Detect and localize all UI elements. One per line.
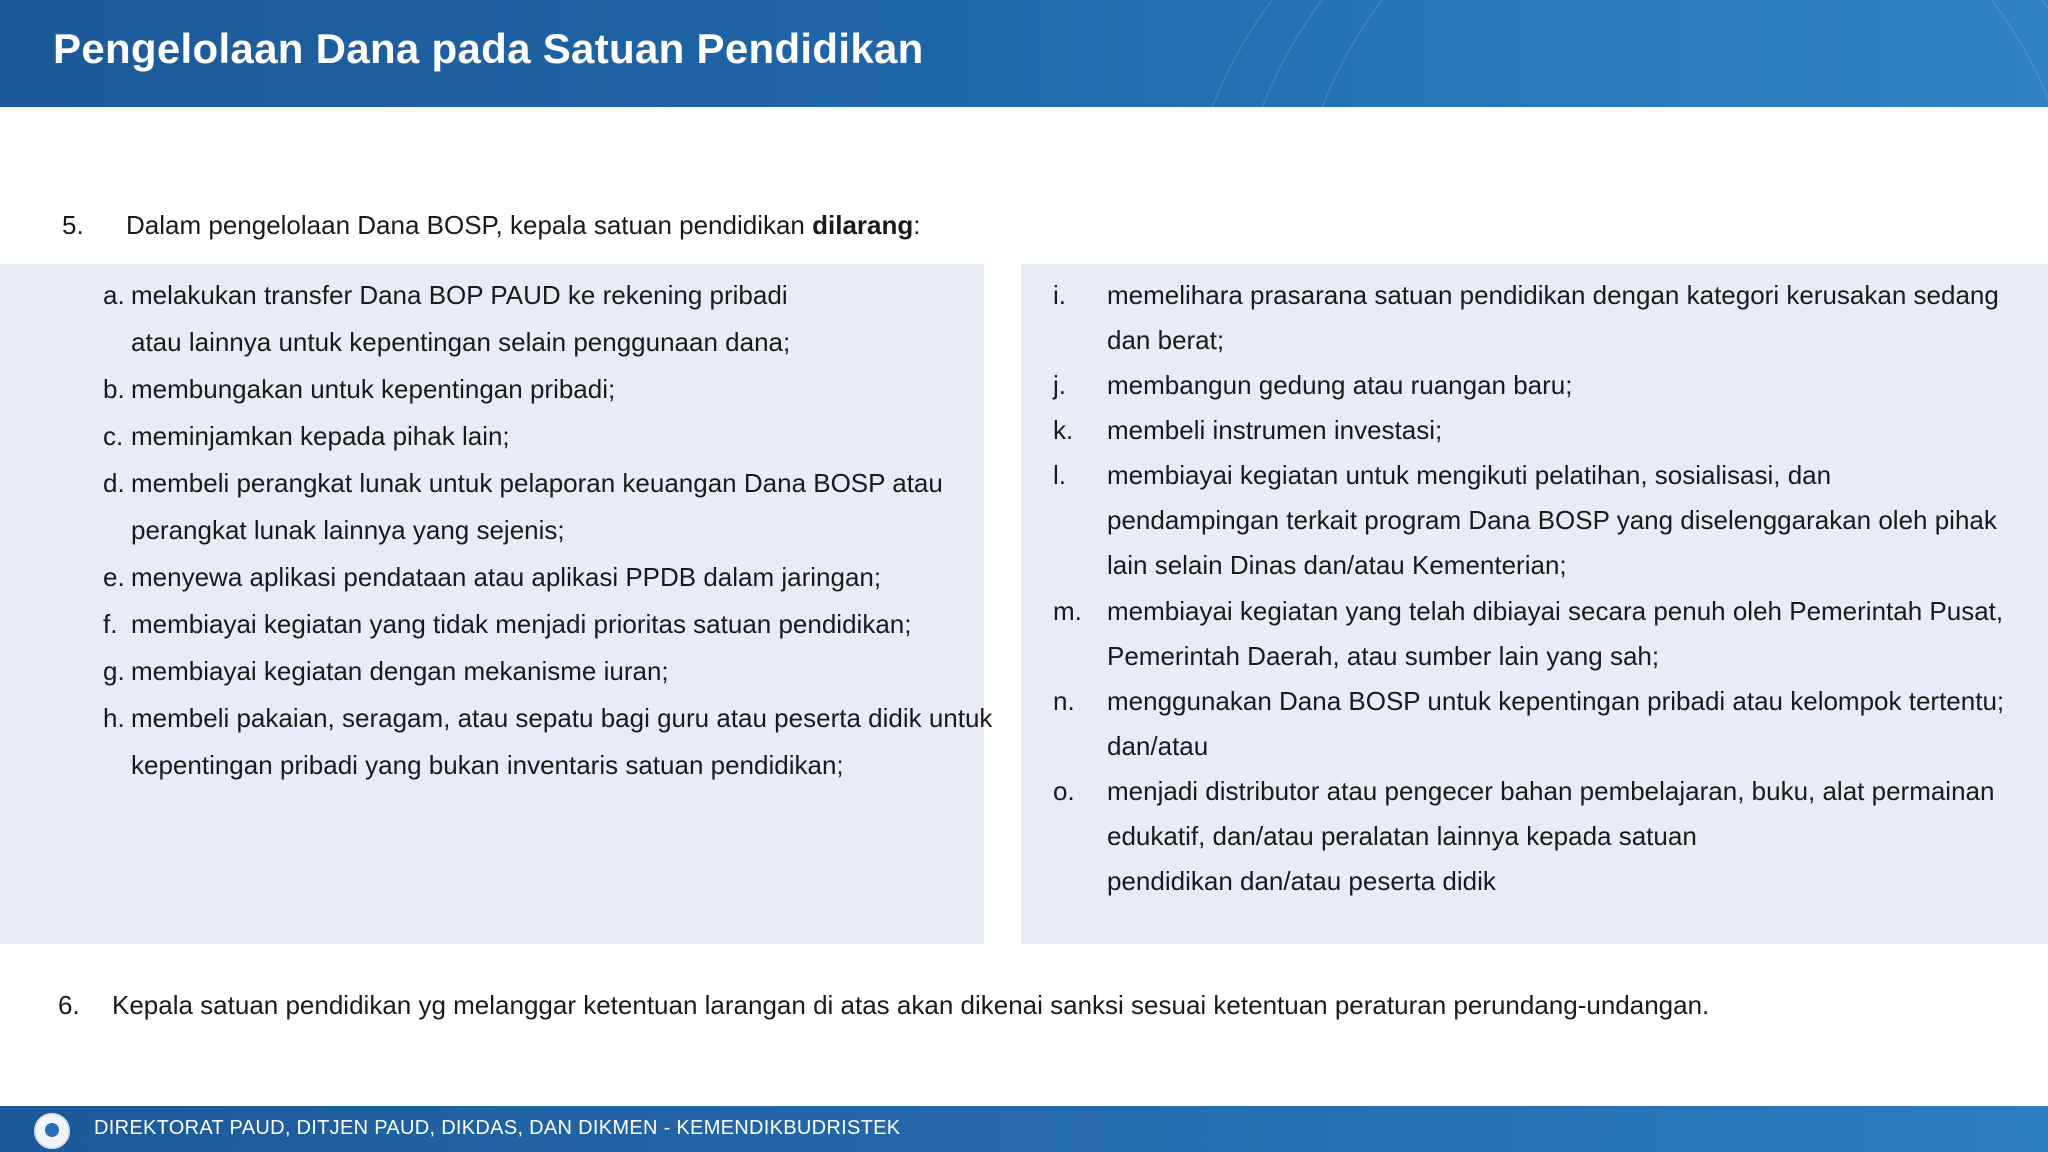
item-text — [131, 460, 1011, 554]
item-label: a. — [103, 280, 125, 310]
footer-bar — [0, 1106, 2048, 1152]
item-text — [1107, 453, 2027, 588]
item-label: n. — [1053, 686, 1075, 716]
item-text: membiayai kegiatan yang tidak menjadi prioritas satuan pendidikan; — [131, 609, 912, 639]
item-text — [1107, 273, 2027, 363]
item-text — [131, 695, 1011, 789]
item-line: lain selain Dinas dan/atau Kementerian; — [1107, 550, 1567, 580]
item-label: l. — [1053, 460, 1066, 490]
item-line: edukatif, dan/atau peralatan lainnya kepada satuan — [1107, 821, 1697, 851]
tut-wuri-handayani-logo-icon — [34, 1113, 70, 1149]
item-text — [1107, 589, 2027, 679]
item-line: membiayai kegiatan yang telah dibiayai secara penuh oleh Pemerintah Pusat, — [1107, 596, 2004, 626]
item-line: perangkat lunak lainnya yang sejenis; — [131, 515, 565, 545]
item-label: o. — [1053, 776, 1075, 806]
item-text — [1107, 769, 2027, 904]
item-line: menggunakan Dana BOSP untuk kepentingan pribadi atau kelompok tertentu; — [1107, 686, 2005, 716]
item-line: membiayai kegiatan untuk mengikuti pelatihan, sosialisasi, dan — [1107, 460, 1832, 490]
item-text: membeli instrumen investasi; — [1107, 415, 1443, 445]
item-label: b. — [103, 374, 125, 404]
item-label: i. — [1053, 280, 1066, 310]
item-text: meminjamkan kepada pihak lain; — [131, 421, 510, 451]
item-line: pendampingan terkait program Dana BOSP yang diselenggarakan oleh pihak — [1107, 505, 1997, 535]
item-line: menjadi distributor atau pengecer bahan pembelajaran, buku, alat permainan — [1107, 776, 1995, 806]
point-text-part: Dalam pengelolaan Dana BOSP, kepala satuan pendidikan — [126, 210, 813, 240]
emphasis-text: dilarang — [812, 210, 914, 240]
point-text: Kepala satuan pendidikan yg melanggar ketentuan larangan di atas akan dikenai sanksi sesuai ketentuan peraturan perundang-undangan. — [112, 990, 1710, 1020]
item-line: dan berat; — [1107, 325, 1225, 355]
item-line: dan/atau — [1107, 731, 1209, 761]
item-line: pendidikan dan/atau peserta didik — [1107, 866, 1496, 896]
point-text — [126, 210, 921, 241]
item-text — [1107, 679, 2027, 769]
item-label: g. — [103, 656, 125, 686]
point-text-part: : — [913, 210, 921, 240]
item-label: c. — [103, 421, 124, 451]
point-number: 6. — [58, 990, 80, 1020]
page-title: Pengelolaan Dana pada Satuan Pendidikan — [53, 25, 924, 72]
item-text: membungakan untuk kepentingan pribadi; — [131, 374, 616, 404]
item-line: atau lainnya untuk kepentingan selain penggunaan dana; — [131, 327, 791, 357]
footer-text: DIREKTORAT PAUD, DITJEN PAUD, DIKDAS, DAN DIKMEN - KEMENDIKBUDRISTEK — [94, 1117, 901, 1139]
item-label: m. — [1053, 596, 1082, 626]
item-text — [131, 272, 1011, 366]
item-line: membeli pakaian, seragam, atau sepatu bagi guru atau peserta didik untuk — [131, 703, 993, 733]
item-label: d. — [103, 468, 125, 498]
header-banner — [0, 0, 2048, 107]
item-text: membiayai kegiatan dengan mekanisme iuran; — [131, 656, 669, 686]
item-text: membangun gedung atau ruangan baru; — [1107, 370, 1573, 400]
item-label: j. — [1053, 370, 1066, 400]
item-label: f. — [103, 609, 118, 639]
item-line: kepentingan pribadi yang bukan inventaris satuan pendidikan; — [131, 750, 844, 780]
item-line: memelihara prasarana satuan pendidikan dengan kategori kerusakan sedang — [1107, 280, 1999, 310]
item-line: Pemerintah Daerah, atau sumber lain yang sah; — [1107, 641, 1660, 671]
item-line: membeli perangkat lunak untuk pelaporan keuangan Dana BOSP atau — [131, 468, 943, 498]
item-label: k. — [1053, 415, 1074, 445]
header-decoration — [1290, 0, 2048, 107]
item-label: h. — [103, 703, 125, 733]
item-line: melakukan transfer Dana BOP PAUD ke rekening pribadi — [131, 280, 788, 310]
item-label: e. — [103, 562, 125, 592]
item-text: menyewa aplikasi pendataan atau aplikasi PPDB dalam jaringan; — [131, 562, 882, 592]
point-number: 5. — [62, 210, 84, 240]
